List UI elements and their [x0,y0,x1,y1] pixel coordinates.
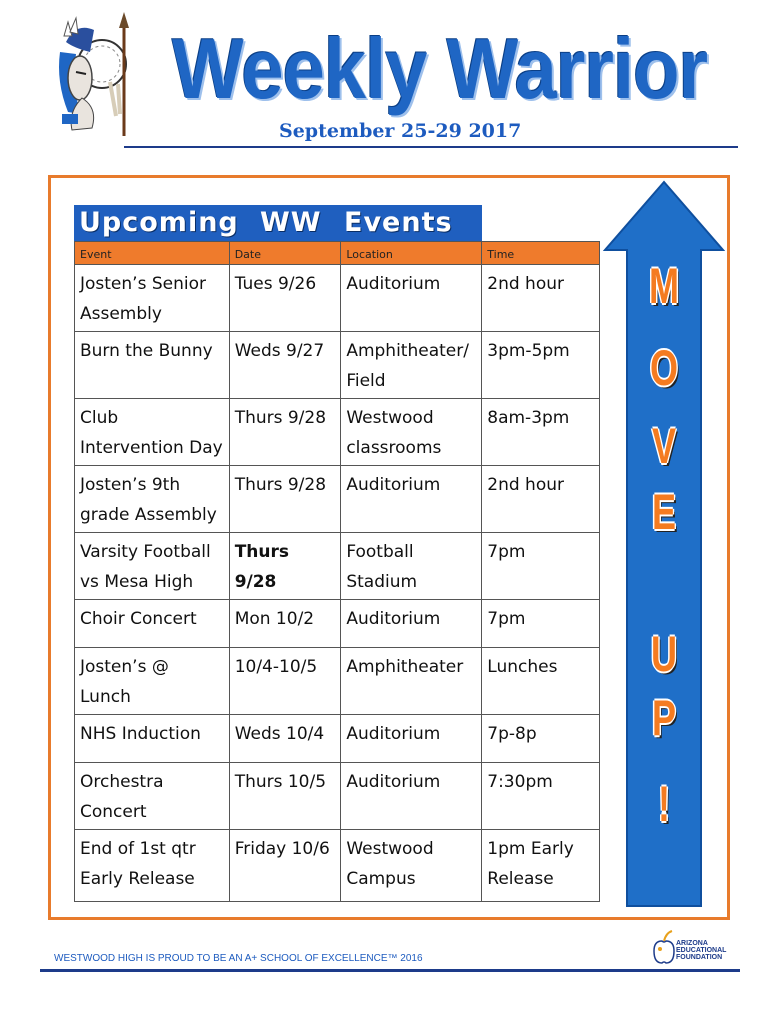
date-range: September 25-29 2017 [279,120,522,142]
table-row [75,265,600,332]
column-header-time: Time [482,242,600,265]
cell-time: 2nd hour [482,265,600,332]
table-banner [74,205,482,242]
banner-word-1: Upcoming [79,207,239,238]
cell-location: Westwood classrooms [341,399,482,466]
events-table [74,241,600,902]
table-row [75,715,600,763]
cell-event: Josten’s Senior Assembly [75,265,230,332]
cell-location: Auditorium [341,265,482,332]
cell-event: Josten’s 9th grade Assembly [75,466,230,533]
cell-time: Lunches [482,648,600,715]
column-header-location: Location [341,242,482,265]
cell-location: Auditorium [341,600,482,648]
cell-date: Thurs 9/28 [229,533,341,600]
table-row [75,533,600,600]
warrior-mascot-icon [46,12,146,140]
cell-location: Amphitheater/ Field [341,332,482,399]
table-row [75,600,600,648]
move-up-letter: P [651,690,677,746]
table-row [75,648,600,715]
move-up-letter: ! [658,776,670,832]
cell-location: Auditorium [341,763,482,830]
cell-event: End of 1st qtr Early Release [75,830,230,902]
table-row [75,763,600,830]
cell-date: 10/4-10/5 [229,648,341,715]
cell-date: Tues 9/26 [229,265,341,332]
table-header-row [75,242,600,265]
cell-date: Thurs 10/5 [229,763,341,830]
cell-time: 7pm [482,600,600,648]
move-up-letter: E [651,484,677,540]
move-up-letter: O [649,340,679,396]
cell-time: 2nd hour [482,466,600,533]
cell-date: Thurs 9/28 [229,399,341,466]
cell-date: Mon 10/2 [229,600,341,648]
footer-divider [40,969,740,972]
cell-location: Football Stadium [341,533,482,600]
column-header-event: Event [75,242,230,265]
table-row [75,830,600,902]
cell-location: Amphitheater [341,648,482,715]
page-title: Weekly Warrior [172,21,708,118]
logo-text: ARIZONA EDUCATIONAL FOUNDATION [676,940,727,961]
cell-event: Club Intervention Day [75,399,230,466]
cell-date: Thurs 9/28 [229,466,341,533]
header-divider [124,146,738,148]
cell-location: Auditorium [341,715,482,763]
column-header-date: Date [229,242,341,265]
cell-date: Weds 10/4 [229,715,341,763]
banner-word-3: Events [344,207,453,238]
cell-time: 3pm-5pm [482,332,600,399]
footer-text: WESTWOOD HIGH IS PROUD TO BE AN A+ SCHOOL OF EXCELLENCE™ 2016 [54,953,423,964]
cell-event: Varsity Football vs Mesa High [75,533,230,600]
cell-date: Weds 9/27 [229,332,341,399]
cell-event: Josten’s @ Lunch [75,648,230,715]
move-up-letter: V [651,418,677,474]
cell-location: Auditorium [341,466,482,533]
table-row [75,399,600,466]
move-up-letter: U [650,626,677,682]
cell-date: Friday 10/6 [229,830,341,902]
cell-time: 8am-3pm [482,399,600,466]
banner-word-2: WW [260,207,322,238]
cell-event: Choir Concert [75,600,230,648]
cell-event: Burn the Bunny [75,332,230,399]
cell-event: Orchestra Concert [75,763,230,830]
cell-time: 1pm Early Release [482,830,600,902]
cell-time: 7:30pm [482,763,600,830]
table-row [75,466,600,533]
cell-event: NHS Induction [75,715,230,763]
cell-time: 7p-8p [482,715,600,763]
table-row [75,332,600,399]
cell-location: Westwood Campus [341,830,482,902]
move-up-letter: M [649,258,679,314]
cell-time: 7pm [482,533,600,600]
